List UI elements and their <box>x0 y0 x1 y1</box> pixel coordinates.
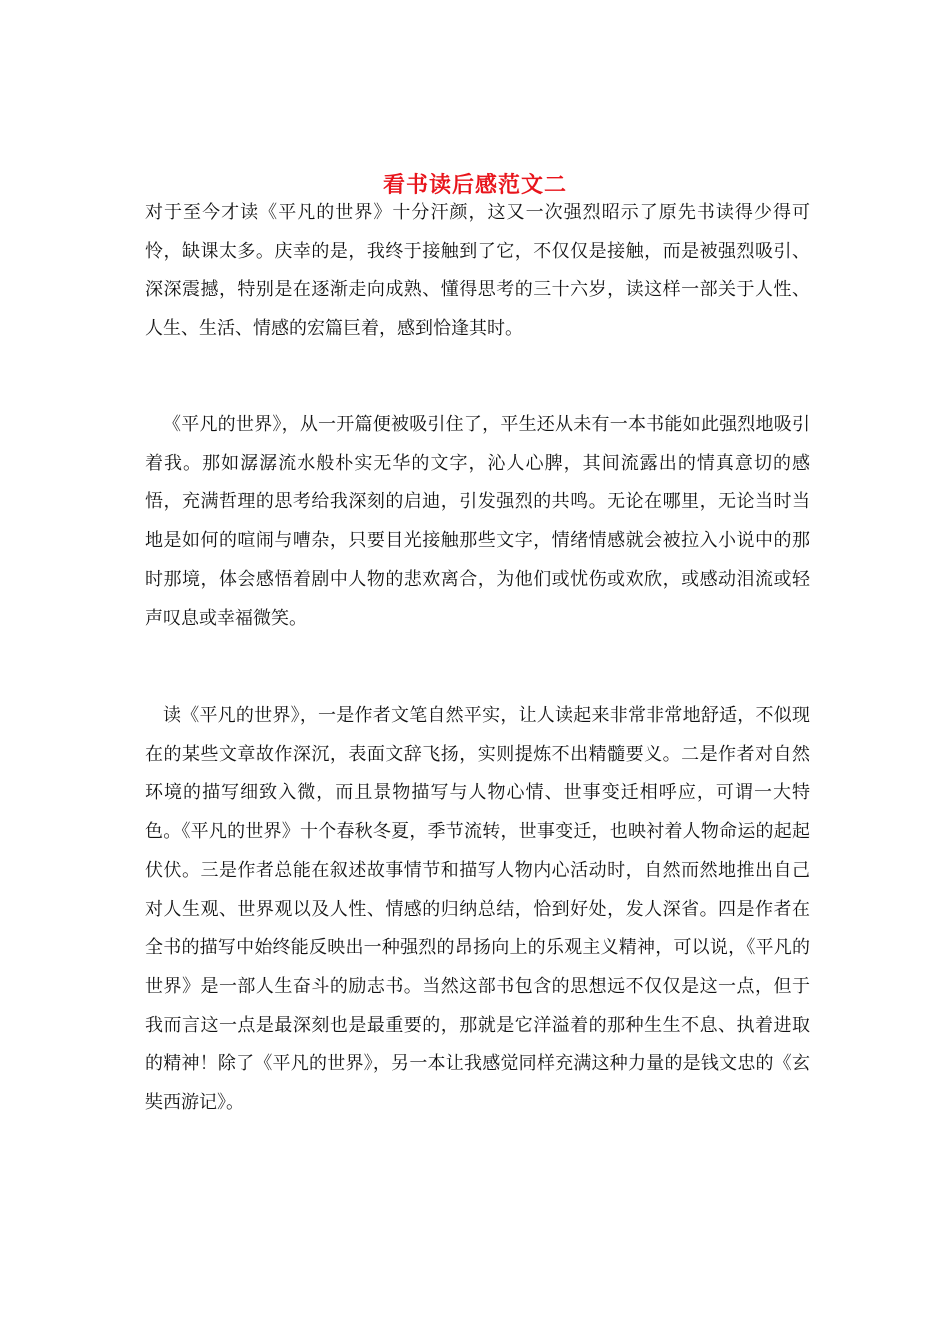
paragraph-1: 对于至今才读《平凡的世界》十分汗颜，这又一次强烈昭示了原先书读得少得可怜，缺课太多。庆幸的是，我终于接触到了它，不仅仅是接触，而是被强烈吸引、深深震撼，特别是在逐渐走向成熟、懂得思考的三十六岁，读这样一部关于人性、人生、生活、情感的宏篇巨着，感到恰逢其时。 <box>145 202 810 340</box>
paragraph-3: 读《平凡的世界》，一是作者文笔自然平实，让人读起来非常非常地舒适，不似现在的某些文章故作深沉，表面文辞飞扬，实则提炼不出精髓要义。二是作者对自然环境的描写细致入微，而且景物描写与人物心情、世事变迁相呼应，可谓一大特色。《平凡的世界》十个春秋冬夏，季节流转，世事变迁，也映衬着人物命运的起起伏伏。三是作者总能在叙述故事情节和描写人物内心活动时，自然而然地推出自己对人生观、世界观以及人性、情感的归纳总结，恰到好处，发人深省。四是作者在全书的描写中始终能反映出一种强烈的昂扬向上的乐观主义精神，可以说，《平凡的世界》是一部人生奋斗的励志书。当然这部书包含的思想远不仅仅是这一点，但于我而言这一点是最深刻也是最重要的，那就是它洋溢着的那种生生不息、执着进取的精神！除了《平凡的世界》，另一本让我感觉同样充满这种力量的是钱文忠的《玄奘西游记》。 <box>145 705 810 1114</box>
document-title: 看书读后感范文二 <box>382 171 567 198</box>
paragraph-2: 《平凡的世界》，从一开篇便被吸引住了，平生还从未有一本书能如此强烈地吸引着我。那如潺潺流水般朴实无华的文字，沁人心脾，其间流露出的情真意切的感悟，充满哲理的思考给我深刻的启迪，引发强烈的共鸣。无论在哪里，无论当时当地是如何的喧闹与嘈杂，只要目光接触那些文字，情绪情感就会被拉入小说中的那时那境，体会感悟着剧中人物的悲欢离合，为他们或忧伤或欢欣，或感动泪流或轻声叹息或幸福微笑。 <box>145 414 810 629</box>
